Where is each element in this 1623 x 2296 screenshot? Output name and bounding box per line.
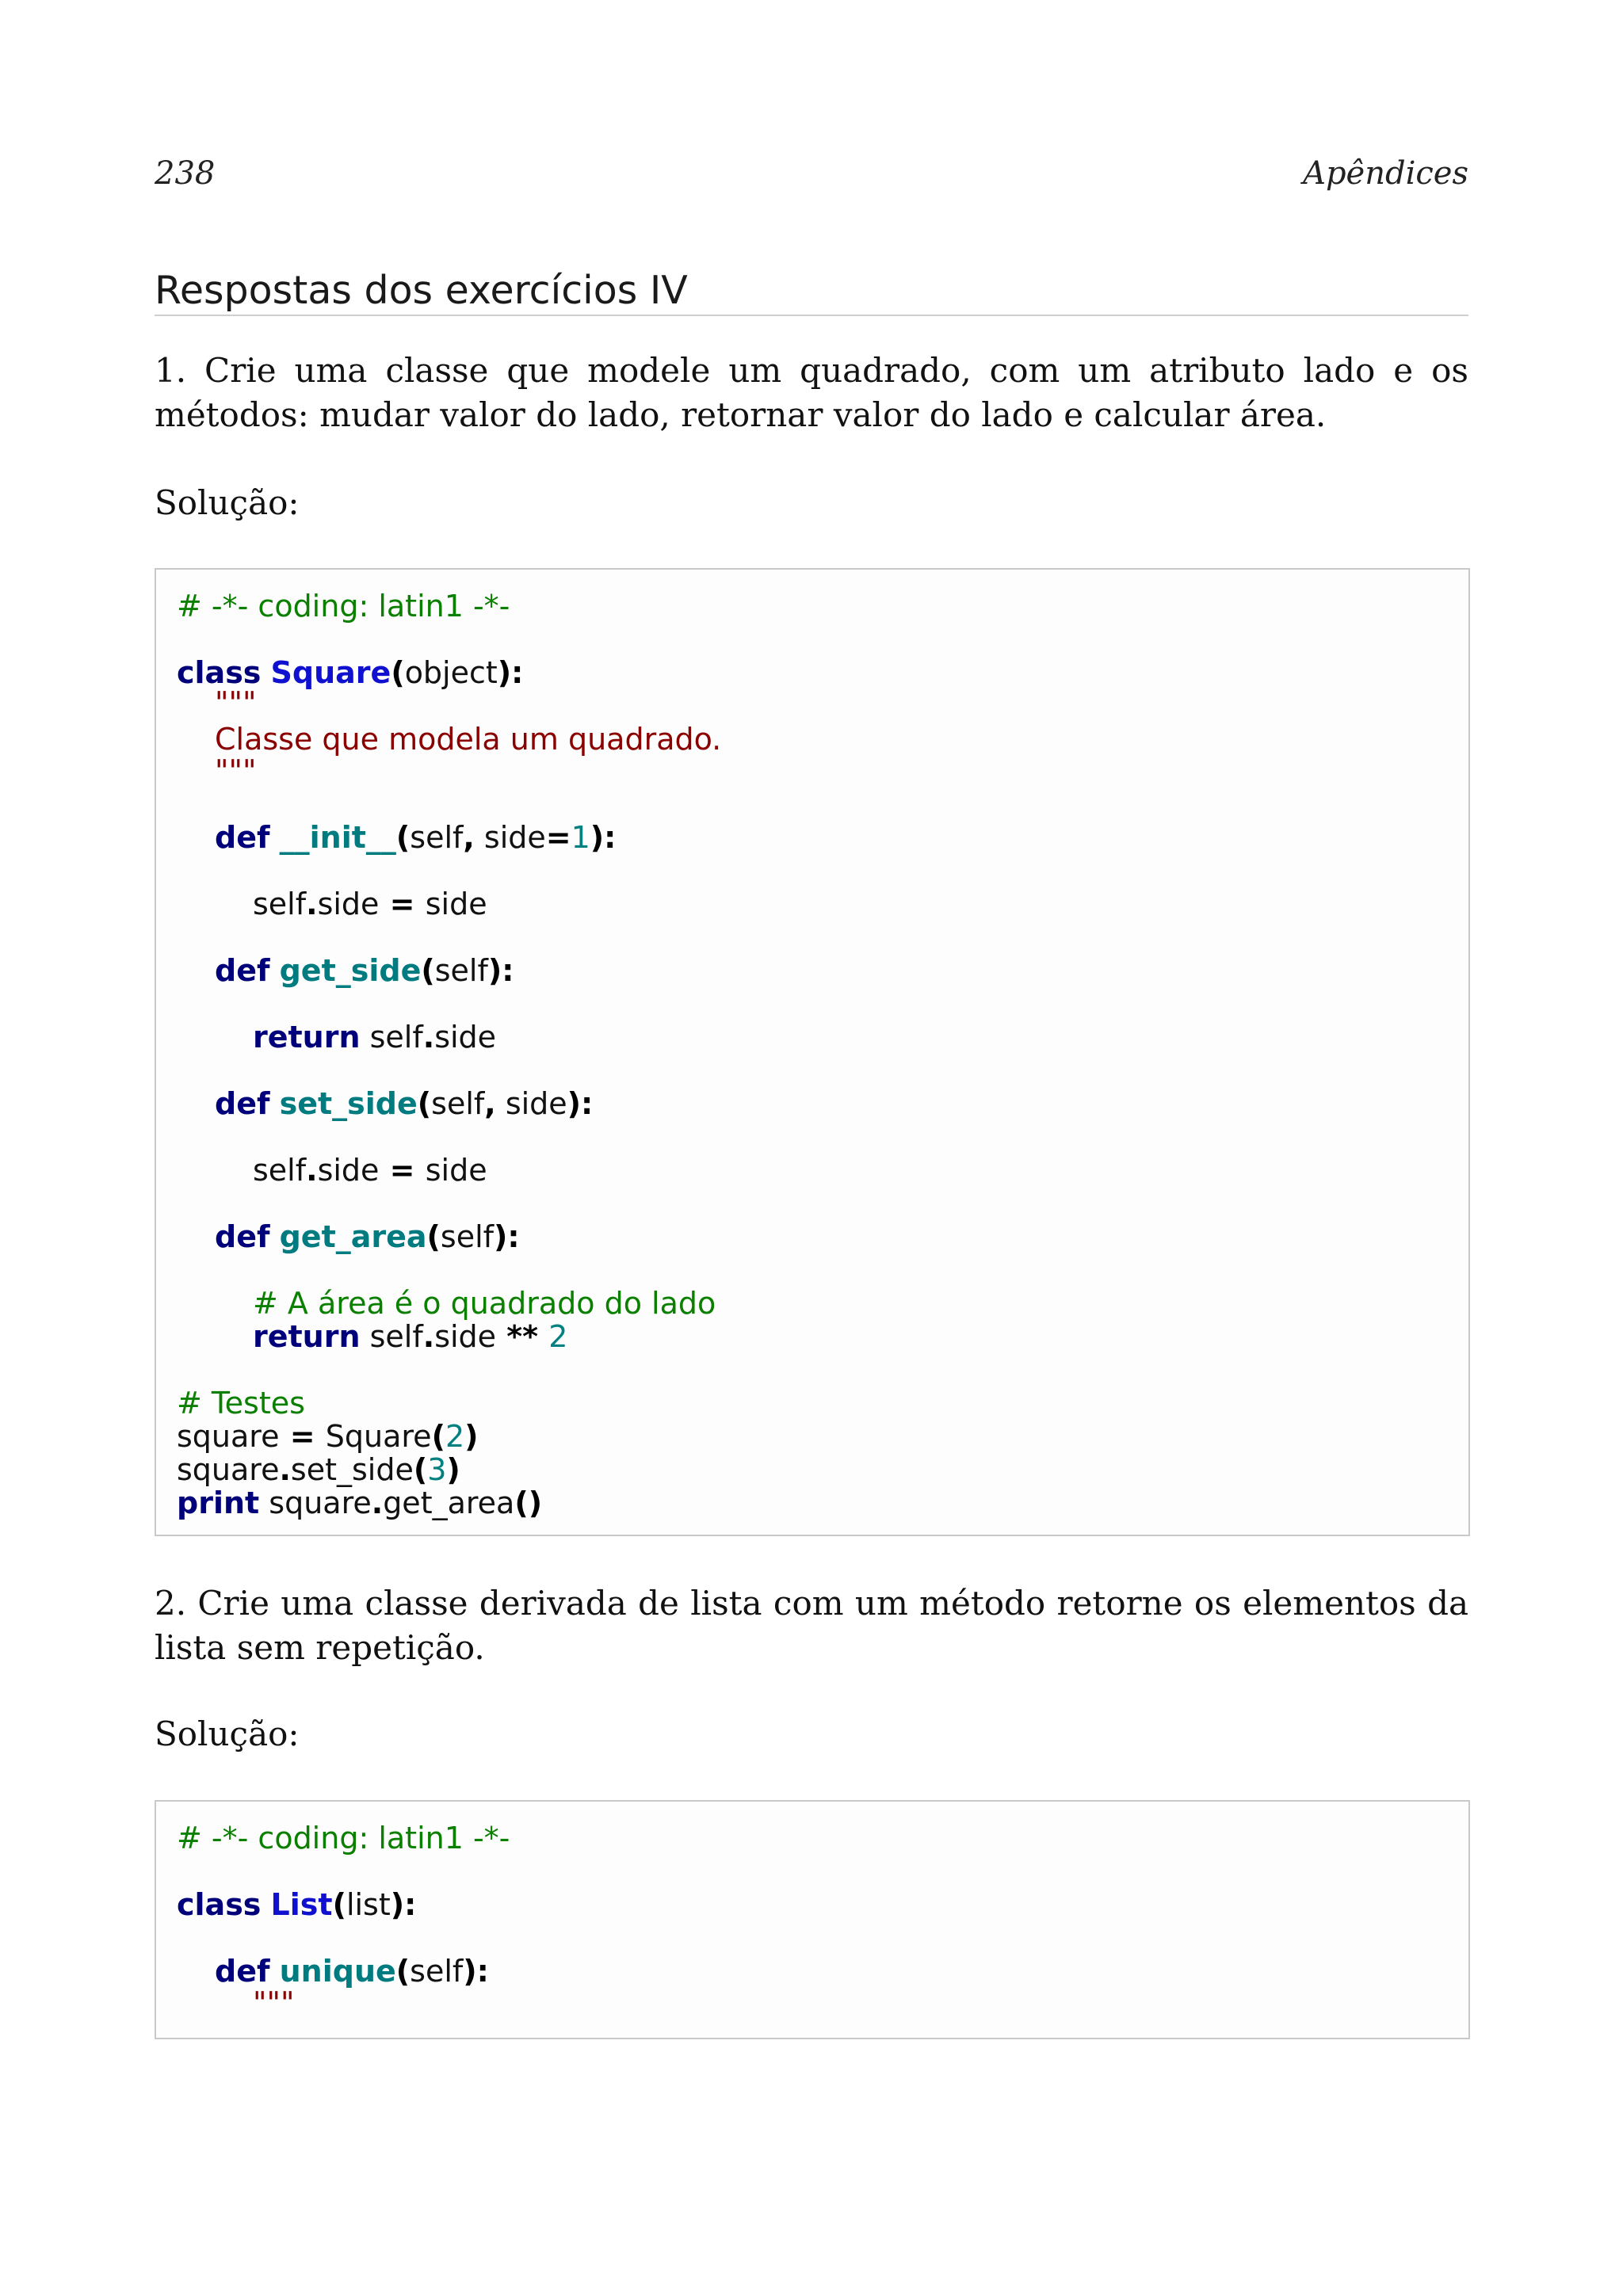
keyword: class	[177, 1887, 262, 1922]
punct: ):	[497, 655, 524, 690]
punct: (	[426, 1219, 441, 1254]
code-line	[253, 1319, 567, 1354]
keyword: def	[215, 1219, 270, 1254]
identifier: self	[440, 1219, 495, 1254]
exercise-1-text: 1. Crie uma classe que modele um quadrado, com um atributo lado e os métodos: mudar valor do lado, retornar valor do lado e calcular área.	[155, 351, 1468, 434]
identifier: side	[317, 1153, 380, 1188]
identifier: Square	[325, 1419, 432, 1454]
code-line	[215, 1086, 593, 1121]
identifier: side	[425, 887, 487, 921]
comment: # Testes	[177, 1386, 305, 1421]
function-name: set_side	[279, 1086, 418, 1121]
identifier: side	[425, 1153, 487, 1188]
function-name: unique	[279, 1954, 396, 1989]
code-block-1	[155, 568, 1470, 1536]
function-name: get_side	[279, 953, 422, 988]
punct: (	[391, 655, 405, 690]
identifier: self	[434, 953, 488, 988]
identifier: side	[434, 1319, 497, 1354]
punct: =	[379, 887, 426, 921]
punct: .	[422, 1319, 435, 1354]
exercise-1-solution-label: Solução:	[155, 483, 300, 522]
punct: =	[279, 1419, 326, 1454]
code-line	[215, 1954, 489, 1989]
code-line	[215, 953, 514, 988]
punct: (	[431, 1419, 445, 1454]
code-line	[177, 589, 510, 624]
code-line	[177, 1419, 479, 1454]
punct: (	[332, 1887, 346, 1922]
keyword: def	[215, 1086, 270, 1121]
identifier: side	[317, 887, 380, 921]
code-block-2	[155, 1800, 1470, 2039]
code-line	[177, 1486, 542, 1520]
code-line	[177, 1887, 416, 1922]
exercise-2-solution-label: Solução:	[155, 1714, 300, 1753]
punct: ):	[494, 1219, 520, 1254]
section-title: Respostas dos exercícios IV	[155, 268, 688, 313]
punct: (	[421, 953, 435, 988]
docstring-text: Classe que modela um quadrado.	[215, 722, 722, 757]
punct: **	[496, 1319, 549, 1354]
keyword: def	[215, 820, 270, 855]
punct: =	[379, 1153, 426, 1188]
punct: .	[306, 887, 318, 921]
number: 2	[548, 1319, 568, 1354]
code-line	[253, 1153, 487, 1188]
identifier: square	[177, 1419, 280, 1454]
keyword: return	[253, 1020, 361, 1055]
punct: ,	[484, 1086, 496, 1121]
punct: ()	[514, 1486, 543, 1520]
punct: ):	[567, 1086, 594, 1121]
identifier: self	[253, 1153, 307, 1188]
punct: (	[417, 1086, 432, 1121]
number: 1	[571, 820, 590, 855]
punct: .	[306, 1153, 318, 1188]
identifier: side	[434, 1020, 497, 1055]
code-line	[215, 820, 616, 855]
class-name: Square	[270, 655, 391, 690]
keyword: print	[177, 1486, 260, 1520]
comment: # -*- coding: latin1 -*-	[177, 589, 510, 624]
identifier: side	[495, 1086, 567, 1121]
punct: .	[279, 1452, 291, 1487]
keyword: class	[177, 655, 262, 690]
exercise-2-text: 2. Crie uma classe derivada de lista com um método retorne os elementos da lista sem repetição.	[155, 1584, 1468, 1667]
identifier: list	[346, 1887, 391, 1922]
identifier: self	[369, 1319, 423, 1354]
function-name: __init__	[279, 820, 396, 855]
punct: ):	[390, 1887, 417, 1922]
page-number: 238	[155, 155, 216, 192]
identifier: square	[177, 1452, 280, 1487]
keyword: return	[253, 1319, 361, 1354]
running-title: Apêndices	[1303, 155, 1468, 192]
punct: .	[422, 1020, 435, 1055]
code-line	[215, 1219, 520, 1254]
number: 2	[445, 1419, 465, 1454]
identifier: set_side	[290, 1452, 414, 1487]
docstring-open: """	[253, 1985, 295, 2020]
keyword: def	[215, 953, 270, 988]
identifier: side	[474, 820, 546, 855]
punct: ,	[463, 820, 475, 855]
class-name: List	[270, 1887, 333, 1922]
punct: (	[395, 1954, 411, 1989]
function-name: get_area	[279, 1219, 427, 1254]
identifier: self	[410, 1954, 464, 1989]
identifier: self	[410, 820, 464, 855]
number: 3	[427, 1452, 447, 1487]
identifier: self	[431, 1086, 485, 1121]
code-line	[253, 887, 487, 921]
punct: ):	[463, 1954, 489, 1989]
identifier: self	[369, 1020, 423, 1055]
identifier: get_area	[383, 1486, 515, 1520]
punct: )	[446, 1452, 460, 1487]
keyword: def	[215, 1954, 270, 1989]
punct: ):	[487, 953, 514, 988]
identifier: self	[253, 887, 307, 921]
comment: # A área é o quadrado do lado	[253, 1286, 716, 1321]
docstring-open: """	[215, 685, 257, 720]
punct: (	[395, 820, 411, 855]
code-line	[253, 1020, 496, 1055]
punct: )	[464, 1419, 479, 1454]
punct: ):	[590, 820, 617, 855]
punct: (	[413, 1452, 428, 1487]
comment: # -*- coding: latin1 -*-	[177, 1821, 510, 1855]
section-divider	[155, 315, 1468, 316]
punct: =	[545, 820, 571, 855]
identifier: square	[269, 1486, 372, 1520]
docstring-close: """	[215, 753, 257, 788]
punct: .	[371, 1486, 384, 1520]
code-line	[177, 1452, 460, 1487]
identifier: object	[404, 655, 498, 690]
